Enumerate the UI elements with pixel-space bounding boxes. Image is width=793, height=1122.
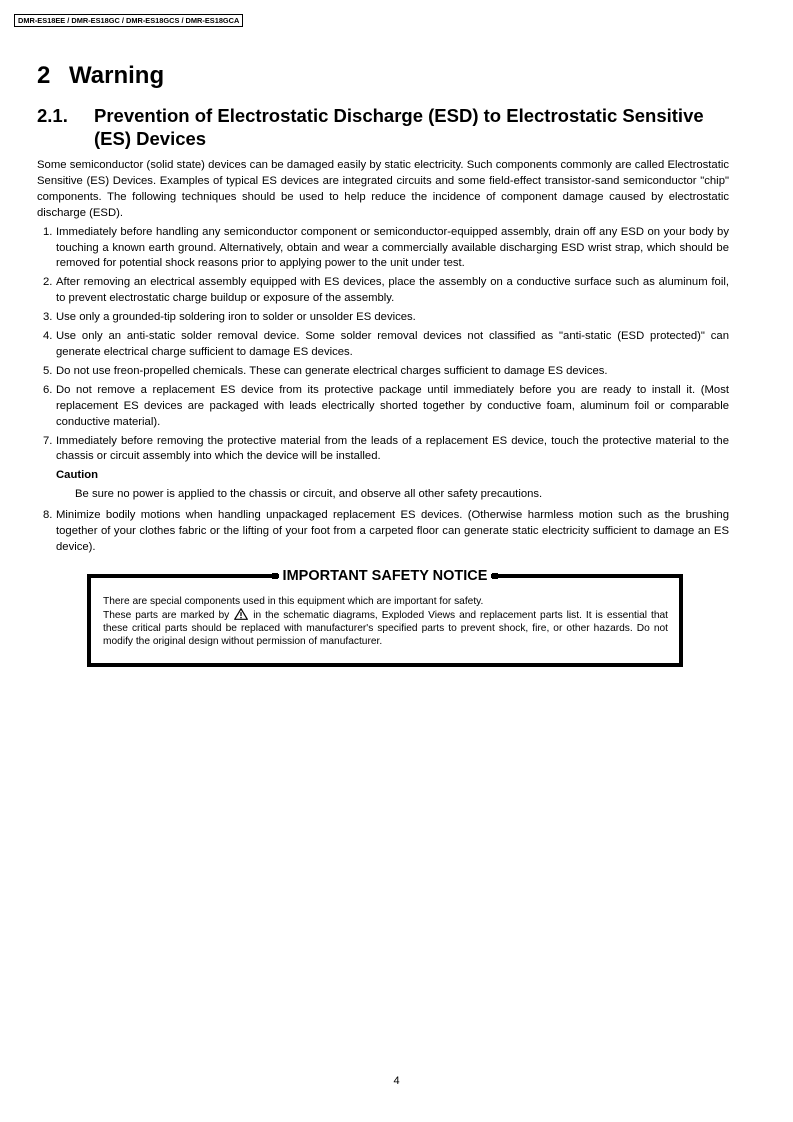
notice-line-2-before: These parts are marked by bbox=[103, 610, 230, 621]
list-item-number: 8. bbox=[43, 509, 53, 522]
subsection-title-text: Prevention of Electrostatic Discharge (ESD) to Electrostatic Sensitive (ES) Devices bbox=[94, 105, 704, 149]
page-number: 4 bbox=[393, 1075, 400, 1087]
list-item bbox=[37, 329, 729, 361]
section-title bbox=[37, 60, 164, 92]
list-item-text: Use only an anti-static solder removal device. Some solder removal devices not classified as "anti-static (ESD protected)" can generate electrical charge sufficient to damage ES devices. bbox=[56, 330, 729, 358]
list-item-text: Immediately before handling any semiconductor component or semiconductor-equipped assembly, drain off any ESD on your body by touching a known earth ground. Alternatively, obtain and wear a commercially available discharging ESD wrist strap, which should be removed for potential shock reasons prior to applying power to the unit under test. bbox=[56, 225, 729, 270]
notice-body bbox=[103, 595, 668, 648]
list-item-text: Use only a grounded-tip soldering iron to solder or unsolder ES devices. bbox=[56, 311, 416, 324]
caution-text: Be sure no power is applied to the chassis or circuit, and observe all other safety precautions. bbox=[75, 488, 543, 501]
important-safety-notice-box bbox=[87, 568, 683, 667]
list-item bbox=[37, 508, 729, 556]
list-item-text: Do not remove a replacement ES device from its protective package until immediately before you are ready to install it. (Most replacement ES devices are packaged with leads electrically shorted together by conductive foam, aluminum foil or comparable conductive material). bbox=[56, 383, 729, 428]
esd-steps-list-continued bbox=[37, 508, 729, 556]
list-item bbox=[37, 383, 729, 431]
list-item bbox=[37, 364, 729, 380]
list-item-number: 7. bbox=[43, 434, 53, 447]
list-item-number: 1. bbox=[43, 225, 53, 238]
notice-line-2-after: in the schematic diagrams, Exploded Views and replacement parts list. It is essential that these critical parts should be replaced with manufacturer's specified parts to prevent shock, fire, or other hazards. Do not modify the original design without permission of manufacturer. bbox=[103, 610, 668, 647]
list-item-number: 4. bbox=[43, 330, 53, 343]
notice-line-2 bbox=[103, 608, 668, 648]
model-header: DMR-ES18EE / DMR-ES18GC / DMR-ES18GCS / DMR-ES18GCA bbox=[14, 14, 243, 27]
list-item-text: Minimize bodily motions when handling unpackaged replacement ES devices. (Otherwise harmless motion such as the brushing together of your clothes fabric or the lifting of your foot from a carpeted floor can generate static electricity sufficient to damage an ES device). bbox=[56, 509, 729, 553]
notice-line-1: There are special components used in this equipment which are important for safety. bbox=[103, 596, 484, 607]
section-number: 2 bbox=[37, 62, 51, 89]
list-item bbox=[37, 225, 729, 273]
intro-paragraph: Some semiconductor (solid state) devices can be damaged easily by static electricity. Such components commonly are called Electrostatic Sensitive (ES) Devices. Examples of typical ES devices are integrated circuits and some field-effect transistor-sand semiconductor "chip" components. The following techniques should be used to help reduce the incidence of component damage caused by electrostatic discharge (ESD). bbox=[37, 159, 729, 219]
warning-triangle-icon bbox=[234, 608, 248, 620]
list-item-number: 6. bbox=[43, 383, 53, 396]
section-title-text: Warning bbox=[69, 62, 165, 89]
list-item-text: Do not use freon-propelled chemicals. These can generate electrical charges sufficient to damage ES devices. bbox=[56, 364, 608, 377]
list-item-text: Immediately before removing the protective material from the leads of a replacement ES device, touch the protective material to the chassis or circuit assembly into which the device will be installed. bbox=[56, 434, 729, 463]
notice-title: IMPORTANT SAFETY NOTICE bbox=[279, 568, 492, 584]
list-item-number: 3. bbox=[43, 311, 53, 324]
caution-heading: Caution bbox=[56, 469, 99, 482]
subsection-number: 2.1. bbox=[37, 105, 68, 126]
list-item bbox=[37, 275, 729, 307]
list-item-text: After removing an electrical assembly equipped with ES devices, place the assembly on a conductive surface such as aluminum foil, to prevent electrostatic charge buildup or exposure of the assembly. bbox=[56, 276, 729, 305]
list-item-number: 5. bbox=[43, 364, 53, 377]
list-item-number: 2. bbox=[43, 276, 53, 289]
body-text bbox=[37, 158, 729, 559]
subsection-title bbox=[37, 104, 737, 150]
esd-steps-list bbox=[37, 225, 729, 466]
list-item bbox=[37, 434, 729, 466]
list-item bbox=[37, 310, 729, 326]
